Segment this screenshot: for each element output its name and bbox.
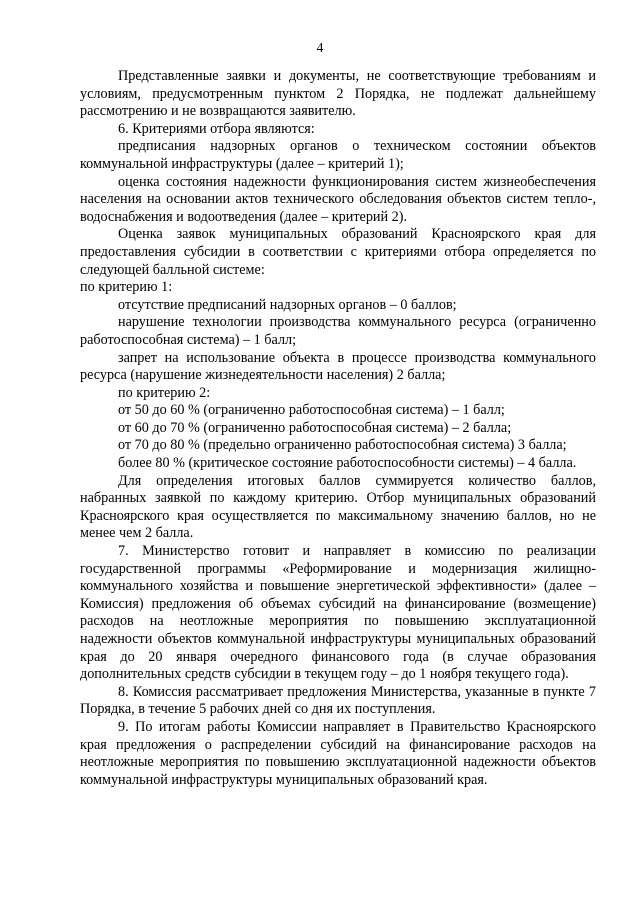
paragraph-selection-criteria-heading: 6. Критериями отбора являются: bbox=[118, 120, 315, 137]
list-item-50-60: от 50 до 60 % (ограниченно работоспособная система) – 1 балл; bbox=[118, 402, 505, 419]
list-item-70-80: от 70 до 80 % (предельно ограниченно работоспособная система) 3 балла; bbox=[118, 437, 567, 454]
page-number: 4 bbox=[316, 40, 324, 55]
paragraph-item-7: 7. Министерство готовит и направляет в комиссию по реализации государственной программы «Реформирование и модернизация жилищно-коммунального хозяйства и повышение энергетической эффективности» (далее – Комиссия) предложения об объемах субсидий на финансирование (возмещение) расходов на неотложные мероприятия по повышению эксплуатационной надежности объектов коммунальной инфраструктуры муниципальных образований края до 20 января очередного финансового года (в случае образования дополнительных средств субсидии в текущем году – до 1 ноября текущего года). bbox=[80, 543, 596, 683]
paragraph-criterion-2-label: по критерию 2: bbox=[118, 384, 211, 401]
paragraph-rejected-applications: Представленные заявки и документы, не соответствующие требованиям и условиям, предусмотренным пунктом 2 Порядка, не подлежат дальнейшему рассмотрению и не возвращаются заявителю. bbox=[80, 68, 596, 120]
list-item-no-orders: отсутствие предписаний надзорных органов – 0 баллов; bbox=[118, 296, 457, 313]
paragraph-item-9: 9. По итогам работы Комиссии направляет в Правительство Красноярского края предложения о распределении субсидий на финансирование расходов на неотложные мероприятия по повышению эксплуатационной надежности объектов коммунальной инфраструктуры муниципальных образований края. bbox=[80, 718, 596, 788]
paragraph-criterion-1-label: по критерию 1: bbox=[80, 279, 173, 296]
paragraph-total-score: Для определения итоговых баллов суммируется количество баллов, набранных заявкой по каждому критерию. Отбор муниципальных образований Красноярского края осуществляется по максимальному значению баллов, но не менее чем 2 балла. bbox=[80, 472, 596, 542]
list-item-60-70: от 60 до 70 % (ограниченно работоспособная система) – 2 балла; bbox=[118, 419, 512, 436]
list-item-technology-violation: нарушение технологии производства коммунального ресурса (ограниченно работоспособная система) – 1 балл; bbox=[80, 314, 596, 348]
paragraph-criterion-1: предписания надзорных органов о техническом состоянии объектов коммунальной инфраструктуры (далее – критерий 1); bbox=[80, 138, 596, 172]
document-body bbox=[80, 68, 596, 789]
paragraph-criterion-2: оценка состояния надежности функционирования систем жизнеобеспечения населения на основании актов технического обследования объектов систем тепло-, водоснабжения и водоотведения (далее – критерий 2). bbox=[80, 173, 596, 225]
paragraph-item-8: 8. Комиссия рассматривает предложения Министерства, указанные в пункте 7 Порядка, в течение 5 рабочих дней со дня их поступления. bbox=[80, 683, 596, 718]
paragraph-scoring-intro: Оценка заявок муниципальных образований Красноярского края для предоставления субсидии в соответствии с критериями отбора определяется по следующей балльной системе: bbox=[80, 226, 596, 278]
list-item-usage-ban: запрет на использование объекта в процессе производства коммунального ресурса (нарушение жизнедеятельности населения) 2 балла; bbox=[80, 349, 596, 384]
list-item-over-80: более 80 % (критическое состояние работоспособности системы) – 4 балла. bbox=[118, 455, 577, 472]
